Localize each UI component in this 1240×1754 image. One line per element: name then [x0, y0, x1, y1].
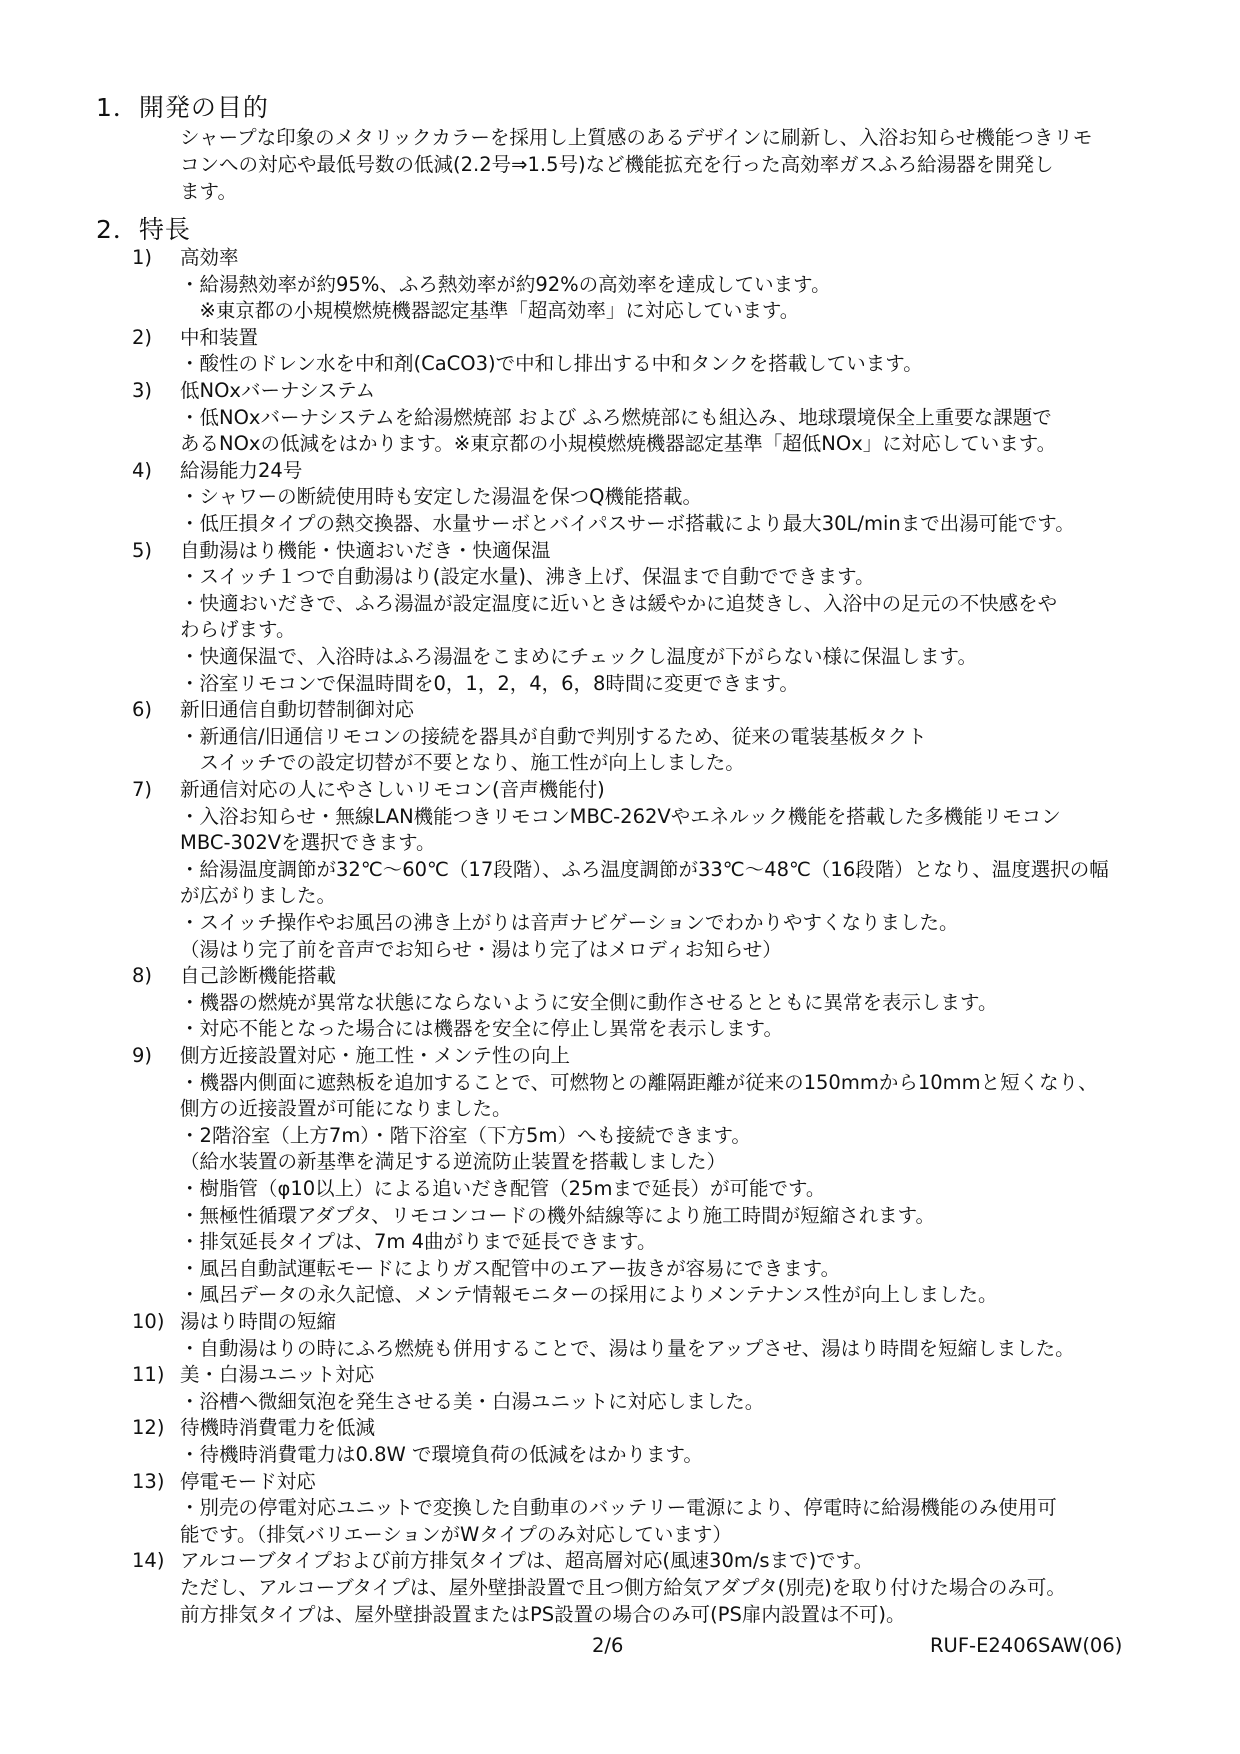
feature-number: 7): [132, 778, 153, 801]
feature-title: 自己診断機能搭載: [180, 964, 337, 988]
feature-detail-line: ・機器内側面に遮熱板を追加することで、可燃物との離隔距離が従来の150mmから10mmと短くなり、: [180, 1070, 1098, 1094]
feature-title: 美・白湯ユニット対応: [180, 1363, 375, 1387]
feature-number: 1): [132, 246, 153, 269]
feature-detail-line: ・浴槽へ微細気泡を発生させる美・白湯ユニットに対応しました。: [180, 1389, 765, 1413]
feature-number: 8): [132, 964, 153, 988]
feature-number: 14): [132, 1549, 165, 1573]
feature-number: 12): [132, 1416, 165, 1440]
feature-number: 13): [132, 1469, 165, 1493]
feature-title: 自動湯はり機能・快適おいだき・快適保温: [180, 538, 551, 562]
purpose-paragraph: [180, 124, 1160, 205]
purpose-line: シャープな印象のメタリックカラーを採用し上質感のあるデザインに刷新し、入浴お知らせ機能つきリモ: [180, 126, 1093, 149]
feature-detail-line: ・無極性循環アダプタ、リモコンコードの機外結線等により施工時間が短縮されます。: [180, 1203, 936, 1227]
feature-number: 4): [132, 458, 153, 482]
feature-title: 新通信対応の人にやさしいリモコン(音声機能付): [180, 778, 605, 801]
feature-title: 給湯能力24号: [180, 458, 303, 482]
feature-number: 6): [132, 698, 153, 722]
feature-detail-line: （湯はり完了前を音声でお知らせ・湯はり完了はメロディお知らせ）: [180, 937, 782, 961]
feature-title: 新旧通信自動切替制御対応: [180, 698, 415, 722]
feature-detail-line: スイッチでの設定切替が不要となり、施工性が向上しました。: [180, 751, 745, 775]
feature-detail-line: が広がりました。: [180, 884, 337, 908]
feature-detail-line: ・快適おいだきで、ふろ湯温が設定温度に近いときは緩やかに追焚きし、入浴中の足元の不快感をや: [180, 591, 1058, 615]
feature-detail-line: ・樹脂管（φ10以上）による追いだき配管（25mまで延長）が可能です。: [180, 1177, 826, 1200]
feature-number: 5): [132, 538, 153, 562]
feature-detail-line: ・スイッチ１つで自動湯はり(設定水量)、沸き上げ、保温まで自動でできます。: [180, 565, 875, 589]
feature-detail-line: ・2階浴室（上方7m）・階下浴室（下方5m）へも接続できます。: [180, 1123, 751, 1147]
feature-detail-line: ただし、アルコーブタイプは、屋外壁掛設置で且つ側方給気アダプタ(別売)を取り付けた場合のみ可。: [180, 1575, 1066, 1599]
feature-number: 3): [132, 379, 153, 402]
feature-title: 湯はり時間の短縮: [180, 1310, 337, 1333]
feature-title: 停電モード対応: [180, 1469, 316, 1493]
feature-detail-line: ・風呂自動試運転モードによりガス配管中のエアー抜きが容易にできます。: [180, 1256, 841, 1280]
feature-detail-line: ・新通信/旧通信リモコンの接続を器具が自動で判別するため、従来の電装基板タクト: [180, 724, 927, 748]
feature-title: 中和装置: [180, 325, 259, 349]
feature-detail-line: ・シャワーの断続使用時も安定した湯温を保つQ機能搭載。: [180, 485, 702, 509]
feature-detail-line: わらげます。: [180, 618, 296, 642]
feature-detail-line: ・酸性のドレン水を中和剤(CaCO3)で中和し排出する中和タンクを搭載しています。: [180, 352, 923, 376]
feature-detail-line: ・低圧損タイプの熱交換器、水量サーボとバイパスサーボ搭載により最大30L/minまで出湯可能です。: [180, 511, 1075, 535]
feature-detail-line: 能です。（排気バリエーションがWタイプのみ対応しています）: [180, 1522, 732, 1546]
feature-detail-line: 側方の近接設置が可能になりました。: [180, 1097, 512, 1121]
feature-detail-line: ・快適保温で、入浴時はふろ湯温をこまめにチェックし温度が下がらない様に保温します。: [180, 644, 977, 668]
feature-detail-line: ・低NOxバーナシステムを給湯燃焼部 および ふろ燃焼部にも組込み、地球環境保全上重要な課題で: [180, 405, 1052, 429]
page-number: 2/6: [592, 1634, 624, 1657]
feature-title: 待機時消費電力を低減: [180, 1416, 376, 1440]
feature-number: 2): [132, 325, 153, 349]
feature-detail-line: ・入浴お知らせ・無線LAN機能つきリモコンMBC-262Vやエネルック機能を搭載した多機能リモコン: [180, 804, 1061, 828]
feature-detail-line: あるNOxの低減をはかります。※東京都の小規模燃焼機器認定基準「超低NOx」に対応しています。: [180, 432, 1057, 456]
feature-detail-line: ・機器の燃焼が異常な状態にならないように安全側に動作させるとともに異常を表示します。: [180, 990, 998, 1014]
feature-title: アルコーブタイプおよび前方排気タイプは、超高層対応(風速30m/sまで)です。: [180, 1549, 874, 1573]
section-heading-purpose: 1．開発の目的: [96, 93, 269, 122]
feature-detail-line: ・自動湯はりの時にふろ燃焼も併用することで、湯はり量をアップさせ、湯はり時間を短縮しました。: [180, 1336, 1075, 1360]
feature-detail-line: MBC-302Vを選択できます。: [180, 831, 436, 855]
feature-detail-line: ・給湯温度調節が32℃～60℃（17段階）、ふろ温度調節が33℃～48℃（16段階）となり、温度選択の幅: [180, 857, 1109, 881]
feature-detail-line: ・風呂データの永久記憶、メンテ情報モニターの採用によりメンテナンス性が向上しました。: [180, 1283, 998, 1307]
purpose-line: ます。: [180, 180, 237, 203]
feature-number: 10): [132, 1310, 165, 1333]
feature-title: 高効率: [180, 246, 239, 269]
feature-detail-line: 前方排気タイプは、屋外壁掛設置またはPS設置の場合のみ可(PS扉内設置は不可)。: [180, 1602, 906, 1626]
feature-detail-line: ・対応不能となった場合には機器を安全に停止し異常を表示します。: [180, 1017, 783, 1041]
feature-detail-line: （給水装置の新基準を満足する逆流防止装置を搭載しました）: [180, 1150, 727, 1174]
purpose-line: コンへの対応や最低号数の低減(2.2号⇒1.5号)など機能拡充を行った高効率ガスふろ給湯器を開発し: [180, 153, 1054, 176]
feature-detail-line: ・給湯熱効率が約95%、ふろ熱効率が約92%の高効率を達成しています。: [180, 272, 831, 296]
feature-detail-line: ・待機時消費電力は0.8W で環境負荷の低減をはかります。: [180, 1442, 703, 1466]
feature-number: 9): [132, 1044, 153, 1067]
model-number: RUF-E2406SAW(06): [930, 1634, 1123, 1657]
section-heading-features: 2．特長: [96, 215, 191, 244]
feature-detail-line: ・排気延長タイプは、7m 4曲がりまで延長できます。: [180, 1230, 657, 1254]
feature-number: 11): [132, 1363, 165, 1387]
feature-detail-line: ・スイッチ操作やお風呂の沸き上がりは音声ナビゲーションでわかりやすくなりました。: [180, 911, 959, 934]
feature-detail-line: ※東京都の小規模燃焼機器認定基準「超高効率」に対応しています。: [180, 299, 800, 323]
feature-detail-line: ・浴室リモコンで保温時間を0，1，2，4，6，8時間に変更できます。: [180, 671, 799, 695]
feature-title: 側方近接設置対応・施工性・メンテ性の向上: [180, 1044, 571, 1067]
feature-detail-line: ・別売の停電対応ユニットで変換した自動車のバッテリー電源により、停電時に給湯機能のみ使用可: [180, 1496, 1057, 1520]
feature-title: 低NOxバーナシステム: [180, 379, 376, 402]
